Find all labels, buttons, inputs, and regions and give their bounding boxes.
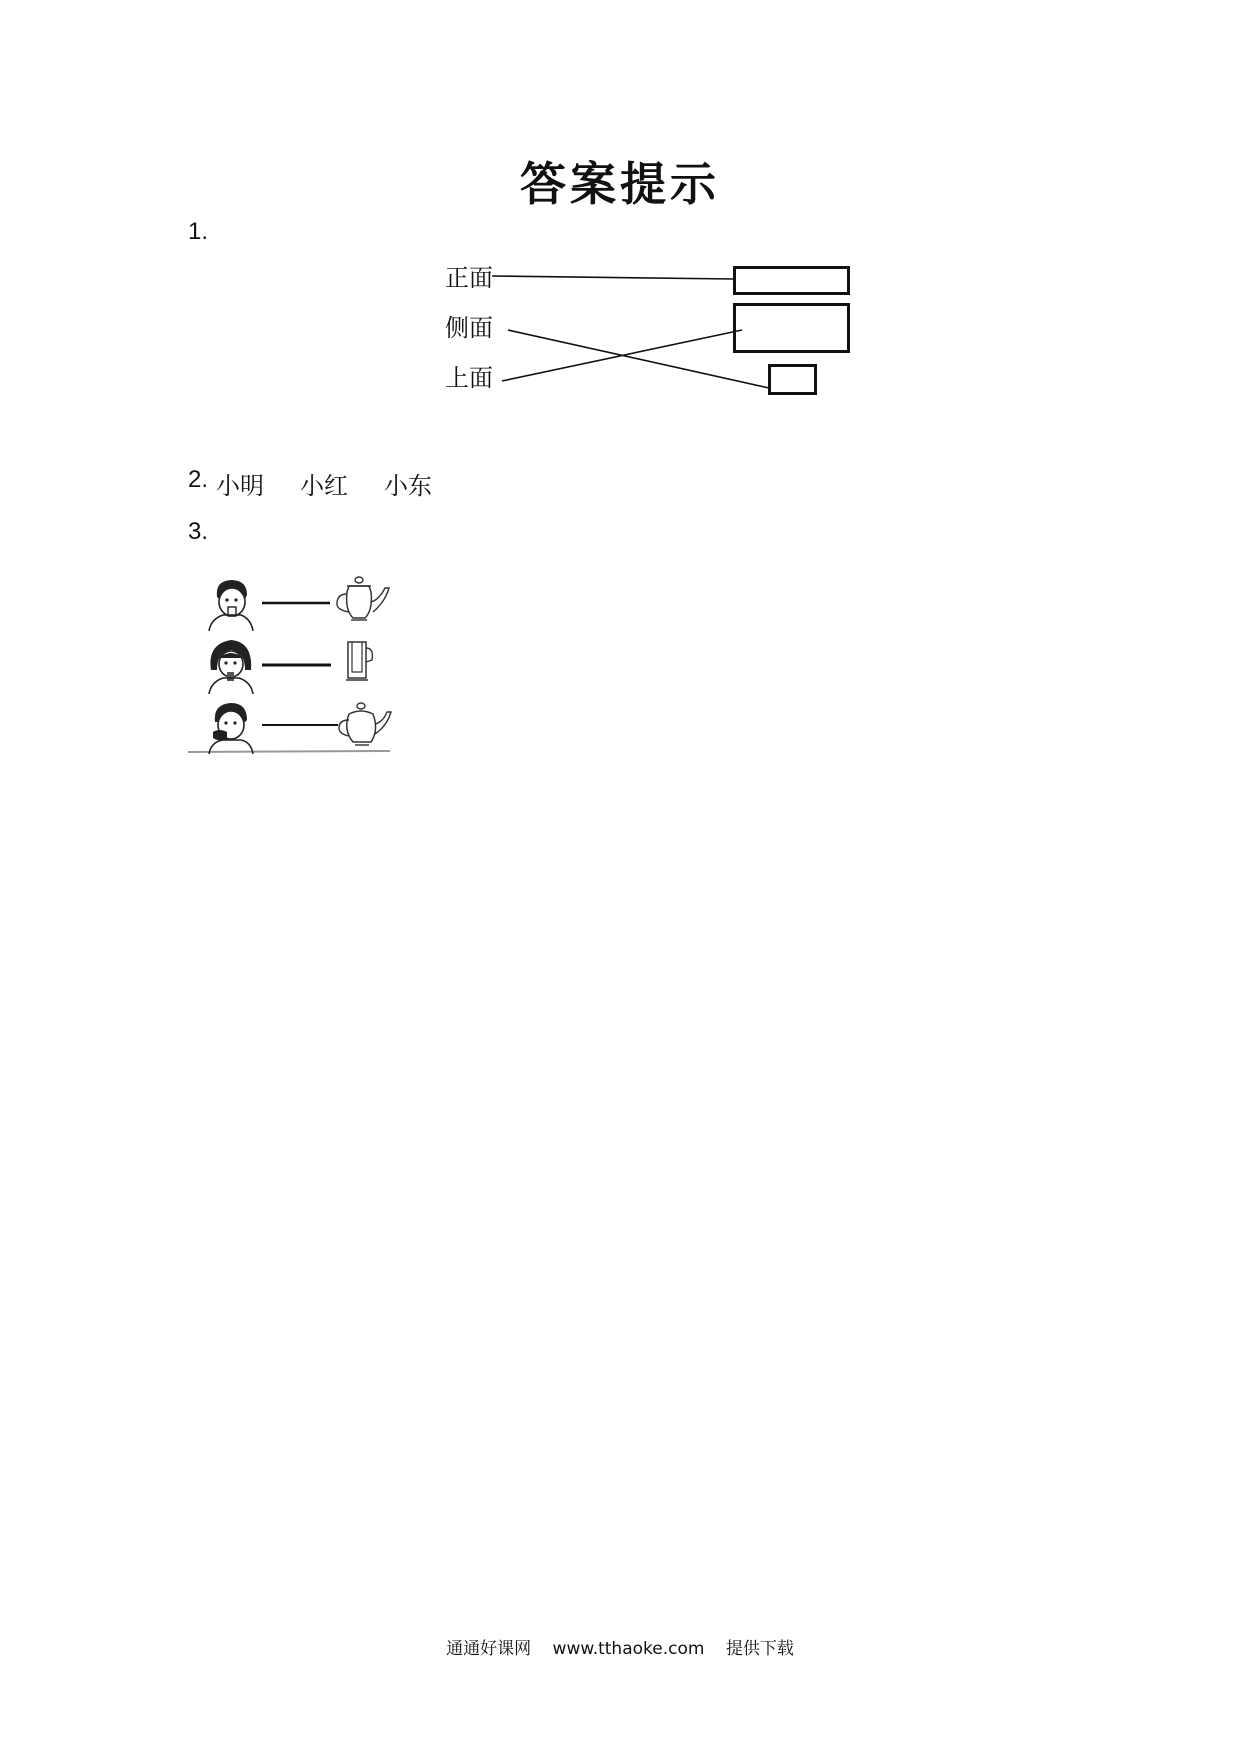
footer-suffix: 提供下载 xyxy=(725,1639,794,1659)
teapot-icon-2 xyxy=(335,700,395,750)
boy-drinking-icon xyxy=(205,698,257,754)
page-title: 答案提示 xyxy=(520,157,720,211)
answer-name-3: 小东 xyxy=(384,472,433,500)
label-side: 侧面 xyxy=(445,314,493,342)
girl-with-cup-icon xyxy=(205,636,257,694)
answer-name-2: 小红 xyxy=(300,472,349,500)
teapot-icon xyxy=(333,574,393,624)
footer xyxy=(0,1634,1240,1659)
question-2-number: 2. xyxy=(188,466,209,493)
answer-name-1: 小明 xyxy=(216,472,265,500)
question-3-number: 3. xyxy=(188,518,209,545)
question-2-answer xyxy=(188,466,468,501)
cup-icon xyxy=(340,636,376,686)
match-line-front xyxy=(492,276,734,279)
boy-with-cup-icon xyxy=(205,575,257,631)
match-line-side xyxy=(508,330,769,388)
label-top: 上面 xyxy=(445,364,493,392)
label-front: 正面 xyxy=(445,264,493,292)
question-1-number: 1. xyxy=(188,218,209,245)
footer-url[interactable]: www.tthaoke.com xyxy=(552,1639,705,1659)
footer-site-name: 通通好课网 xyxy=(446,1639,532,1659)
